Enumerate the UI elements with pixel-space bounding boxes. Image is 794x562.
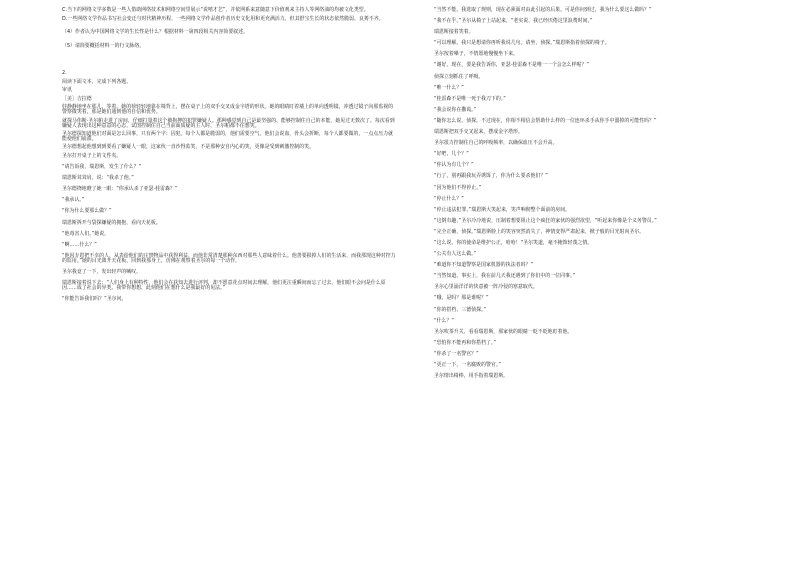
paragraph: 侦探立刻抓住了呼吸。: [434, 73, 484, 80]
paragraph: 圣尔很力控制住自己的呼吸频率，以确保血压不会升高。: [434, 140, 558, 147]
dialogue-line: “我会说你在撒谎。”: [434, 106, 477, 113]
dialogue-line: “停止什么？”: [434, 195, 464, 202]
dialogue-line: “行了，别再跟我玩弄诱饵了，你为什么要杀他们？”: [434, 173, 548, 180]
dialogue-line: “你的搭档，三德侦探。”: [434, 306, 487, 313]
article-title: 审讯: [62, 87, 72, 94]
paragraph: 瑞恩斯接着笑着。: [434, 29, 474, 36]
dialogue-line: “你认为有几个？”: [434, 162, 474, 169]
dialogue-line: “可以理解。我只是想请你再听我说几句。请坐，侦探。”瑞恩斯指着侦探的椅子。: [434, 40, 610, 47]
paragraph: 圣尔情出椅棒，用手指着瑞恩斯。: [434, 373, 509, 380]
dialogue-line: “你杀了一名警官？”: [434, 350, 479, 357]
dialogue-line: “难道你不知道警察是国家机器的执法者吗？”: [434, 262, 534, 269]
paragraph: 瑞恩斯拆开与袋探嫌疑的拥抱，看向天花板。: [62, 219, 161, 226]
paragraph: 圣尔我竟了一下，发出轻声的喊叹。: [62, 268, 142, 275]
dialogue-line: “我承认。”: [62, 197, 85, 204]
right-column: [400, 8, 794, 562]
paragraph: 圣尔心里涌洋洋的快意被一阵冷侵的寒意取代。: [434, 284, 538, 291]
question-5: （5）请简要概括材料一的行文脉络。: [62, 43, 145, 50]
dialogue-line: “因为他们不得停止。”: [434, 184, 482, 191]
dialogue-line: “随你怎么说，侦探。不过现在，你相不相信会帮助什么样的一位连环杀手从你手中溜掉的可能性吗？”: [434, 117, 657, 124]
paragraph: D.一些网络文学作品书写社会变迁与时代精神历程，一些网络文学作品创作者历史文化用和更充满活力，但其舒宝生长的状态依然脆弱、良莠不齐。: [62, 15, 384, 22]
dialogue-line: “当然知道。事实上，我在前几天我还遇到了你们中的一位同事。”: [434, 273, 576, 280]
dialogue-line: “唯一什么？”: [434, 84, 464, 91]
dialogue-line: “恐怕你不能再和你搭档了。”: [434, 339, 497, 346]
dialogue-line: “桂雷森不是唯一死于我刀下的。”: [434, 95, 506, 102]
paragraph: 瑞恩斯接着说下去：“人们身上有种特性，他们会在获知去进行评判，却不愿意花点时间去理解。他们更注重瞬间而忘了过去，他们眼不会问是什么原因……成了社会的异类。我带你想想，此刻他们在想什么是我最好的见法。”: [62, 279, 386, 291]
paragraph: 圣尔吹茶升关，看看瑞恩斯，那家伙的眼睛一眨不眨地盯着他。: [434, 328, 573, 335]
dialogue-line: 圣尔德挠地瞪了她一眼：“你承认杀了亚瑟·桂雷森？”: [62, 186, 178, 193]
dialogue-line: “他毒害人们。”她说。: [62, 230, 110, 237]
dialogue-line: “啊……什么？”: [62, 241, 97, 248]
dialogue-line: “更正一下，一名腐败的警官。”: [434, 362, 501, 368]
dialogue-line: “你为什么要那么做？”: [62, 208, 112, 215]
question-4: （4）作者认为中国网络文学的生长性是什么？根据材料一第四段相关内容简要叙述。: [62, 29, 248, 36]
dialogue-line: “谢好。现在，要是我告诉你，亚瑟·桂雷森不是唯一一个会怎么样呢？”: [434, 62, 589, 69]
paragraph: C.当下的网络文学多数是一些人借助网络技术和网络空间里展示“说嘻才艺”，并依网系来意随意下价值观来主持人等网络油的均被文化类型。: [62, 7, 369, 13]
dialogue-line: “这倒有趣，”圣尔冷冷地说，压制着想要阻止这个疯狂的家伙的强烈欲望，“听起来你像是个义务警员。”: [434, 217, 657, 224]
paragraph: “他因专恩把不幸的人，从表给他们的庄禁物品中获得利益，而他非常清楚那种东西对那些人意味着什么。他善要损掉人们的生活来，而我那现这种对控力的监用。”她的目光离开天花板，回到我那身上，仿佛在观察着圣尔的每一个动作。: [62, 252, 396, 264]
paragraph: 圣尔打开桌子上的文件夹。: [62, 152, 122, 159]
paragraph: 就探马伟斯·圣尔帕走进了房间，仔细打量着这个被拘押的犯罪嫌疑人。那种感觉到自己是最坚强的、能够控制住自己的本能，她见过无数次了。每次看到嫌疑人表现出这种意意的心态，试图控制住自己当前面质疑的主人时，圣尔帕都不住想笑。: [62, 117, 395, 129]
dialogue-line: “停止违法犯罪。”瑞恩斯大笑起来，笑声响彻整个面前的房间。: [434, 206, 571, 213]
instruction: 阅读下面文本，完成下列各题。: [62, 78, 132, 85]
dialogue-line: “好吧，几个？”: [434, 151, 469, 158]
paragraph: 娃静静地坐在那儿，等着。她的荷轻轻地靠在椅背上，摆在桌子上的双手交叉成金字塔的形状。她的眼睛盯着墙上的单向透明镜，冲透过镜子向那监视的警察微笑着，那是她们通到他的自信和优势。: [62, 104, 394, 116]
left-column: [0, 8, 400, 562]
dialogue-line: “什么？”: [434, 317, 454, 324]
dialogue-line: “请告诉我，瑞恩斯，发生了什么？”: [62, 164, 142, 171]
question-number: 2.: [62, 70, 67, 77]
dialogue-line: “当然不能。我选取了规则，现在必须面对由此引起的后果。可是你问到过，我为什么要这么做吗？”: [434, 7, 652, 13]
dialogue-line: “你能告诉我们吗？”圣尔问。: [62, 295, 127, 302]
dialogue-line: “我不在乎。”圣尔从椅子上站起来，“老实说，我已经厌倦这里浪费时间。”: [434, 18, 593, 25]
dialogue-line: 瑞恩斯耸耸肩，说：“我杀了他。”: [62, 175, 134, 182]
dialogue-line: “完全正确，侦探。”瑞恩斯脸上的笑容突然消失了，神情变得严肃起来，掀子般的目光射向圣尔。: [434, 228, 645, 235]
paragraph: 瑞恩斯把双手交叉起来，摆成金字塔形。: [434, 129, 523, 136]
dialogue-line: “公关有人这么做。”: [434, 251, 477, 258]
paragraph: 圣尔按着嗓子，不情愿地慢慢坐下来。: [434, 51, 518, 58]
paragraph: 圣尔德探知道他们对面是怎么回事，只有两个字：囚犯。每个人都是脆弱的，他们需要空气，他们会说血，骨头会折断，每个人都要做的，一点点压力就能使他们崩溃。: [62, 131, 394, 142]
article-author: ［美］吉拉德: [62, 95, 92, 102]
dialogue-line: “这么说，你的使命是维护公正，哈哈！”圣尔笑道，毫不掩饰轻蔑之情。: [434, 239, 593, 246]
paragraph: 圣尔德想起他想到到要看了嫌疑人一眼，这家伙一直沙得监笑，不是那种安自内心的笑，更像是受到刺激控制的笑。: [62, 144, 314, 151]
dialogue-line: “哦，是吗？那是谁呢？”: [434, 295, 489, 302]
